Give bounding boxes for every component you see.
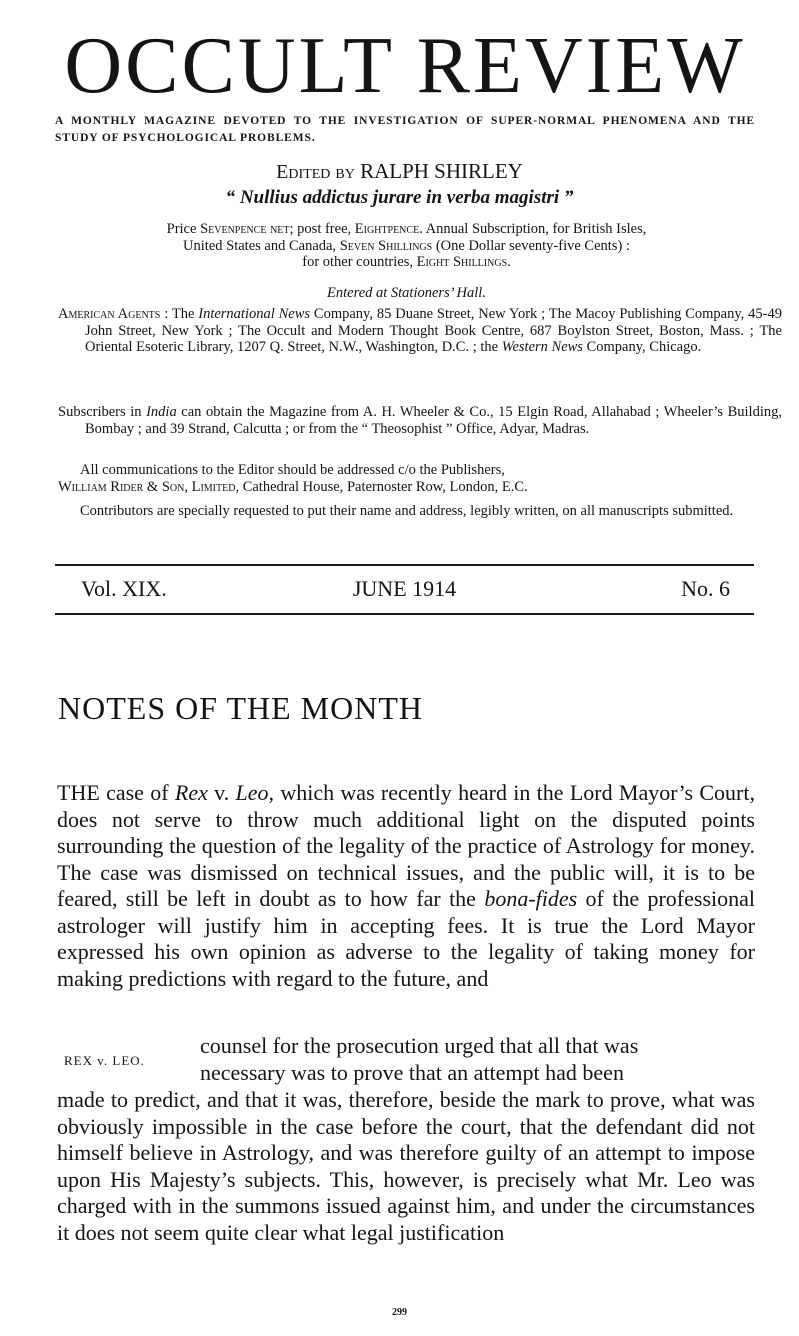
price-text: Sevenpence net [200, 221, 290, 237]
editor-line [0, 158, 799, 185]
article-text: THE case of [57, 780, 175, 805]
article-text: of the professional astrologer will justify him in accepting fees. It is true the Lord Mayor expressed his own opinion as adverse to the legality of taking money for making predictions with regard to the future, and [57, 886, 756, 991]
agents-text: Company, Chicago. [582, 339, 702, 355]
agents-text: Western News [501, 339, 583, 355]
price-text: United States and Canada, [183, 237, 340, 254]
article-text: bona-fides [484, 886, 578, 911]
entered-notice: Entered at Stationers’ Hall. [327, 285, 486, 301]
article-para-1 [57, 780, 755, 992]
price-text: Eightpence [354, 221, 420, 237]
price-text: Seven Shillings [339, 237, 433, 254]
contributors-notice: Contributors are specially requested to put their name and address, legibly written, on all manuscripts submitted. [80, 503, 734, 519]
price-text: ; post free, [289, 221, 355, 237]
masthead-subtitle: A MONTHLY MAGAZINE DEVOTED TO THE INVESTIGATION OF SUPER-NORMAL PHENOMENA AND THE STUDY OF PSYCHOLOGICAL PROBLEMS. [55, 115, 755, 144]
article-text: v. [207, 780, 236, 805]
page-number: 299 [392, 1307, 407, 1318]
margin-note: REX v. LEO. [64, 1053, 145, 1068]
communications-notice [58, 462, 755, 495]
top-rule [55, 564, 754, 566]
comms-text: William Rider & Son, Limited [58, 478, 236, 495]
issue-line [55, 573, 754, 605]
section-heading: NOTES OF THE MONTH [58, 690, 423, 726]
price-text: Price [166, 221, 201, 237]
article-text: Rex [174, 780, 208, 805]
india-text: can obtain the Magazine from A. H. Wheeler & Co., 15 Elgin Road, Allahabad ; Wheeler’s Building, Bombay ; and 39 Strand, Calcutta ; or from the “ Theosophist ” Office, Adyar, Madras. [85, 404, 782, 437]
agents-text: : The [160, 306, 199, 322]
india-text: India [146, 404, 177, 420]
article-wrap-line-1: counsel for the prosecution urged that all that was [200, 1033, 639, 1058]
article-para-2: made to predict, and that it was, therefore, beside the mark to prove, what was obviously impossible in the case before the court, that the defendant did not himself believe in Astrology, and was therefore guilty of an attempt to impose upon His Majesty’s subjects. This, however, is precisely what Mr. Leo was charged with in the summons issued against him, and under the circumstances it does not seem quite clear what legal justification [57, 1087, 755, 1245]
agents-text: Company, 85 Duane Street, New York ; The Macoy Publishing Company, 45-49 John Street, New York ; The Occult and Modern Thought Book Centre, 687 Boylston Street, Boston, Mass. ; The Oriental Esoteric Library, 1207 Q. Street, N.W., Washington, D.C. ; the [85, 306, 782, 355]
agents-label: American Agents [58, 306, 161, 322]
india-subscribers [58, 404, 782, 437]
india-text: Subscribers in [58, 404, 147, 420]
agents-text: International News [198, 306, 311, 322]
masthead-title: OCCULT REVIEW [64, 22, 746, 110]
american-agents [58, 306, 782, 356]
comms-text: , Cathedral House, Paternoster Row, London, E.C. [235, 478, 528, 495]
price-notice [58, 221, 755, 271]
issue-number: No. 6 [681, 576, 730, 601]
editor-prefix: Edited by [276, 161, 355, 183]
comms-text: All communications to the Editor should be addressed c/o the Publishers, [80, 462, 505, 478]
article-text: Leo, [235, 780, 275, 805]
issue-date: JUNE 1914 [352, 576, 457, 601]
price-text: (One Dollar seventy-five Cents) : [432, 237, 630, 254]
price-text: . [507, 254, 511, 270]
latin-motto: “ Nullius addictus jurare in verba magistri ” [225, 187, 574, 208]
price-text: . Annual Subscription, for British Isles, [419, 221, 647, 237]
article-text: which was recently heard in the Lord Mayor’s Court, does not serve to throw much additional light on the disputed points surrounding the question of the legality of the practice of Astrology for money. The case was dismissed on technical issues, and the public will, it is to be feared, still be left in doubt as to how far the [57, 780, 755, 911]
volume-number: Vol. XIX. [81, 576, 167, 601]
article-wrap-line-2: necessary was to prove that an attempt had been [200, 1060, 624, 1085]
editor-name: RALPH SHIRLEY [360, 159, 523, 183]
price-text: for other countries, [302, 254, 417, 270]
price-text: Eight Shillings [416, 254, 508, 270]
bottom-rule [55, 613, 754, 615]
